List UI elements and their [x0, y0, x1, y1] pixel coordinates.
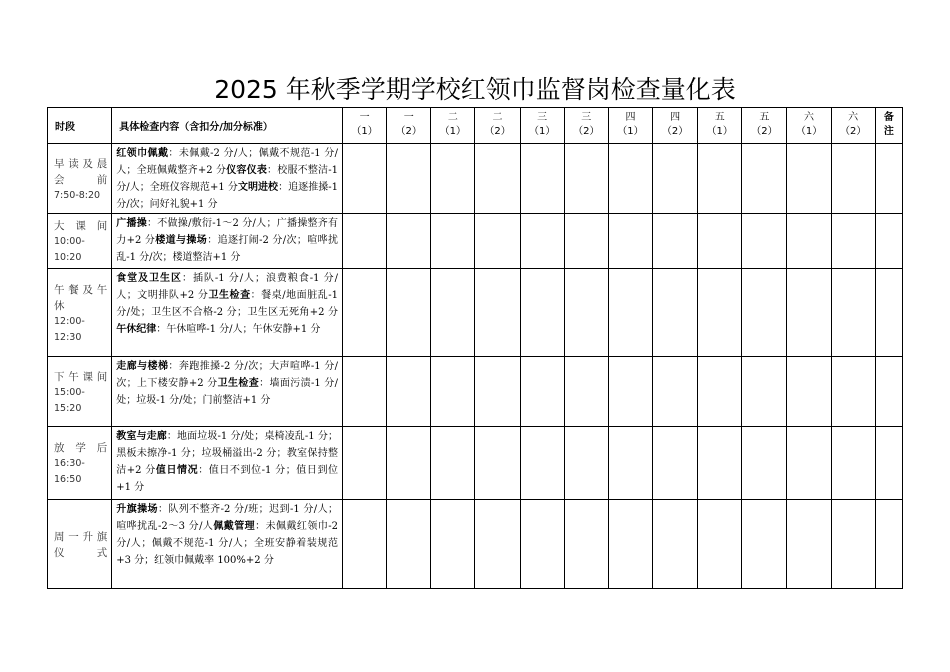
item-heading: 仪容仪表 [226, 165, 268, 176]
period-label: 休 [54, 299, 65, 312]
score-cell[interactable] [475, 214, 520, 269]
score-cell[interactable] [787, 427, 831, 500]
score-cell[interactable] [564, 427, 608, 500]
score-cell[interactable] [475, 427, 520, 500]
day-column-header: 四 （1） [608, 108, 652, 144]
score-cell[interactable] [387, 500, 431, 589]
period-cell [48, 214, 112, 269]
period-cell [48, 144, 112, 214]
period-time: 15:00-15:20 [54, 386, 85, 414]
score-cell[interactable] [831, 357, 875, 427]
note-cell[interactable] [875, 144, 902, 214]
score-cell[interactable] [787, 500, 831, 589]
item-rules: ：值日不到位-1 分；值日到位+1 分 [116, 465, 339, 493]
item-rules: ：校服不整洁-1 分/人；全班仪容规范+1 分 [116, 165, 339, 193]
period-cell [48, 269, 112, 357]
day-column-header: 五 （1） [698, 108, 742, 144]
score-cell[interactable] [431, 500, 475, 589]
inspection-content [112, 357, 343, 427]
note-cell[interactable] [875, 214, 902, 269]
item-heading: 午休纪律 [116, 324, 157, 335]
score-cell[interactable] [653, 269, 698, 357]
score-cell[interactable] [742, 214, 787, 269]
day-column-header: 二 （1） [431, 108, 475, 144]
period-time: 7:50-8:20 [54, 189, 101, 201]
score-cell[interactable] [387, 269, 431, 357]
score-cell[interactable] [653, 357, 698, 427]
score-cell[interactable] [653, 427, 698, 500]
score-cell[interactable] [787, 214, 831, 269]
score-cell[interactable] [387, 427, 431, 500]
score-cell[interactable] [831, 144, 875, 214]
score-cell[interactable] [564, 214, 608, 269]
score-cell[interactable] [698, 144, 742, 214]
score-cell[interactable] [520, 500, 564, 589]
score-cell[interactable] [343, 269, 387, 357]
period-label: 早读及晨 [54, 157, 108, 170]
score-cell[interactable] [698, 357, 742, 427]
day-column-header: 三 （1） [520, 108, 564, 144]
note-column-header: 备 注 [875, 108, 902, 144]
score-cell[interactable] [698, 427, 742, 500]
item-rules: ：餐桌/地面脏乱-1 分/处；卫生区不合格-2 分；卫生区无死角+2 分 [116, 290, 339, 318]
score-cell[interactable] [653, 144, 698, 214]
period-time: 16:30-16:50 [54, 458, 85, 485]
item-heading: 楼道与操场 [155, 235, 208, 246]
item-rules: ：追逐打闹-2 分/次；喧哗扰乱-1 分/次；楼道整洁+1 分 [116, 235, 339, 263]
score-cell[interactable] [608, 427, 652, 500]
note-cell[interactable] [875, 357, 902, 427]
item-rules: ：追逐推搡-1 分/次；问好礼貌+1 分 [116, 182, 339, 210]
score-cell[interactable] [831, 427, 875, 500]
period-cell [48, 500, 112, 589]
item-rules: ：未佩戴红领巾-2 分/人；佩戴不规范-1 分/人；全班安静着装规范+3 分；红领巾佩戴率 100%+2 分 [116, 521, 339, 566]
item-heading: 食堂及卫生区 [116, 273, 182, 284]
score-cell[interactable] [343, 144, 387, 214]
item-rules: ：午休喧哗-1 分/人；午休安静+1 分 [156, 324, 321, 335]
item-heading: 红领巾佩戴 [116, 148, 169, 159]
score-cell[interactable] [608, 214, 652, 269]
table-body [48, 144, 903, 589]
day-column-header: 一 （1） [343, 108, 387, 144]
score-cell[interactable] [742, 357, 787, 427]
score-cell[interactable] [475, 500, 520, 589]
score-cell[interactable] [787, 269, 831, 357]
score-cell[interactable] [387, 357, 431, 427]
score-cell[interactable] [742, 144, 787, 214]
score-cell[interactable] [608, 144, 652, 214]
score-cell[interactable] [431, 357, 475, 427]
score-cell[interactable] [343, 427, 387, 500]
item-rules: ：未佩戴-2 分/人；佩戴不规范-1 分/人；全班佩戴整齐+2 分 [116, 148, 339, 176]
score-cell[interactable] [564, 500, 608, 589]
content-column-header: 具体检查内容（含扣分/加分标准） [112, 108, 343, 144]
score-cell[interactable] [520, 357, 564, 427]
item-heading: 文明进校 [237, 182, 279, 193]
inspection-table [47, 107, 903, 589]
score-cell[interactable] [564, 269, 608, 357]
day-column-header: 六 （2） [831, 108, 875, 144]
table-row [48, 144, 903, 214]
score-cell[interactable] [475, 144, 520, 214]
day-column-header: 三 （2） [564, 108, 608, 144]
score-cell[interactable] [343, 500, 387, 589]
header-row [48, 108, 903, 144]
table-row [48, 500, 903, 589]
item-heading: 佩戴管理 [213, 521, 256, 532]
table-row [48, 357, 903, 427]
page-title: 2025 年秋季学期学校红领巾监督岗检查量化表 [214, 75, 736, 104]
score-cell[interactable] [387, 144, 431, 214]
item-rules: ：墙面污渍-1 分/处；垃圾-1 分/处；门前整洁+1 分 [116, 378, 339, 406]
period-label: 下午课间 [54, 370, 108, 383]
period-label: 周一升旗 [54, 531, 108, 543]
score-cell[interactable] [831, 214, 875, 269]
score-cell[interactable] [431, 269, 475, 357]
score-cell[interactable] [475, 357, 520, 427]
score-cell[interactable] [520, 427, 564, 500]
score-cell[interactable] [742, 269, 787, 357]
period-time: 10:00-10:20 [54, 236, 85, 263]
score-cell[interactable] [431, 214, 475, 269]
table-row [48, 214, 903, 269]
score-cell[interactable] [520, 144, 564, 214]
score-cell[interactable] [608, 269, 652, 357]
period-cell [48, 427, 112, 500]
item-heading: 卫生检查 [208, 290, 251, 301]
score-cell[interactable] [387, 214, 431, 269]
period-label: 会 前 [54, 173, 108, 186]
item-heading: 值日情况 [155, 465, 199, 476]
inspection-content [112, 500, 343, 589]
item-rules: ：奔跑推搡-2 分/次；大声喧哗-1 分/次；上下楼安静+2 分 [116, 361, 339, 389]
day-column-header: 一 （2） [387, 108, 431, 144]
score-cell[interactable] [520, 269, 564, 357]
score-cell[interactable] [520, 214, 564, 269]
score-cell[interactable] [564, 357, 608, 427]
score-cell[interactable] [742, 427, 787, 500]
item-heading: 升旗操场 [116, 504, 158, 515]
period-label: 仪式 [54, 547, 108, 559]
note-cell[interactable] [875, 427, 902, 500]
item-rules: ：插队-1 分/人；浪费粮食-1 分/人；文明排队+2 分 [116, 273, 339, 301]
inspection-content [112, 144, 343, 214]
score-cell[interactable] [431, 144, 475, 214]
score-cell[interactable] [831, 269, 875, 357]
note-cell[interactable] [875, 500, 902, 589]
score-cell[interactable] [787, 144, 831, 214]
score-cell[interactable] [608, 500, 652, 589]
score-cell[interactable] [698, 269, 742, 357]
score-cell[interactable] [343, 357, 387, 427]
score-cell[interactable] [698, 500, 742, 589]
item-rules: ：不做操/敷衍-1～2 分/人；广播操整齐有力+2 分 [116, 218, 339, 246]
score-cell[interactable] [653, 500, 698, 589]
note-cell[interactable] [875, 269, 902, 357]
inspection-content [112, 269, 343, 357]
day-column-header: 四 （2） [653, 108, 698, 144]
item-rules: ：地面垃圾-1 分/处；桌椅凌乱-1 分；黑板未擦净-1 分；垃圾桶溢出-2 分；教室保持整洁+2 分 [116, 431, 339, 476]
period-cell [48, 357, 112, 427]
time-column-header: 时段 [48, 108, 112, 144]
period-label: 午餐及午 [54, 283, 108, 296]
period-label: 大 课 间 [54, 220, 108, 232]
inspection-content [112, 214, 343, 269]
item-rules: ：队列不整齐-2 分/班；迟到-1 分/人；喧哗扰乱-2～3 分/人 [116, 504, 339, 532]
score-cell[interactable] [653, 214, 698, 269]
item-heading: 卫生检查 [217, 378, 260, 389]
day-column-header: 二 （2） [475, 108, 520, 144]
period-time: 12:00-12:30 [54, 315, 85, 343]
score-cell[interactable] [698, 214, 742, 269]
score-cell[interactable] [608, 357, 652, 427]
score-cell[interactable] [564, 144, 608, 214]
score-cell[interactable] [787, 357, 831, 427]
item-heading: 广播操 [116, 218, 148, 229]
score-cell[interactable] [831, 500, 875, 589]
table-row [48, 269, 903, 357]
score-cell[interactable] [431, 427, 475, 500]
day-column-header: 六 （1） [787, 108, 831, 144]
score-cell[interactable] [742, 500, 787, 589]
item-heading: 教室与走廊 [116, 431, 167, 442]
item-heading: 走廊与楼梯 [116, 361, 169, 372]
inspection-content [112, 427, 343, 500]
score-cell[interactable] [343, 214, 387, 269]
period-label: 放 学 后 [54, 442, 108, 454]
score-cell[interactable] [475, 269, 520, 357]
day-column-header: 五 （2） [742, 108, 787, 144]
table-row [48, 427, 903, 500]
